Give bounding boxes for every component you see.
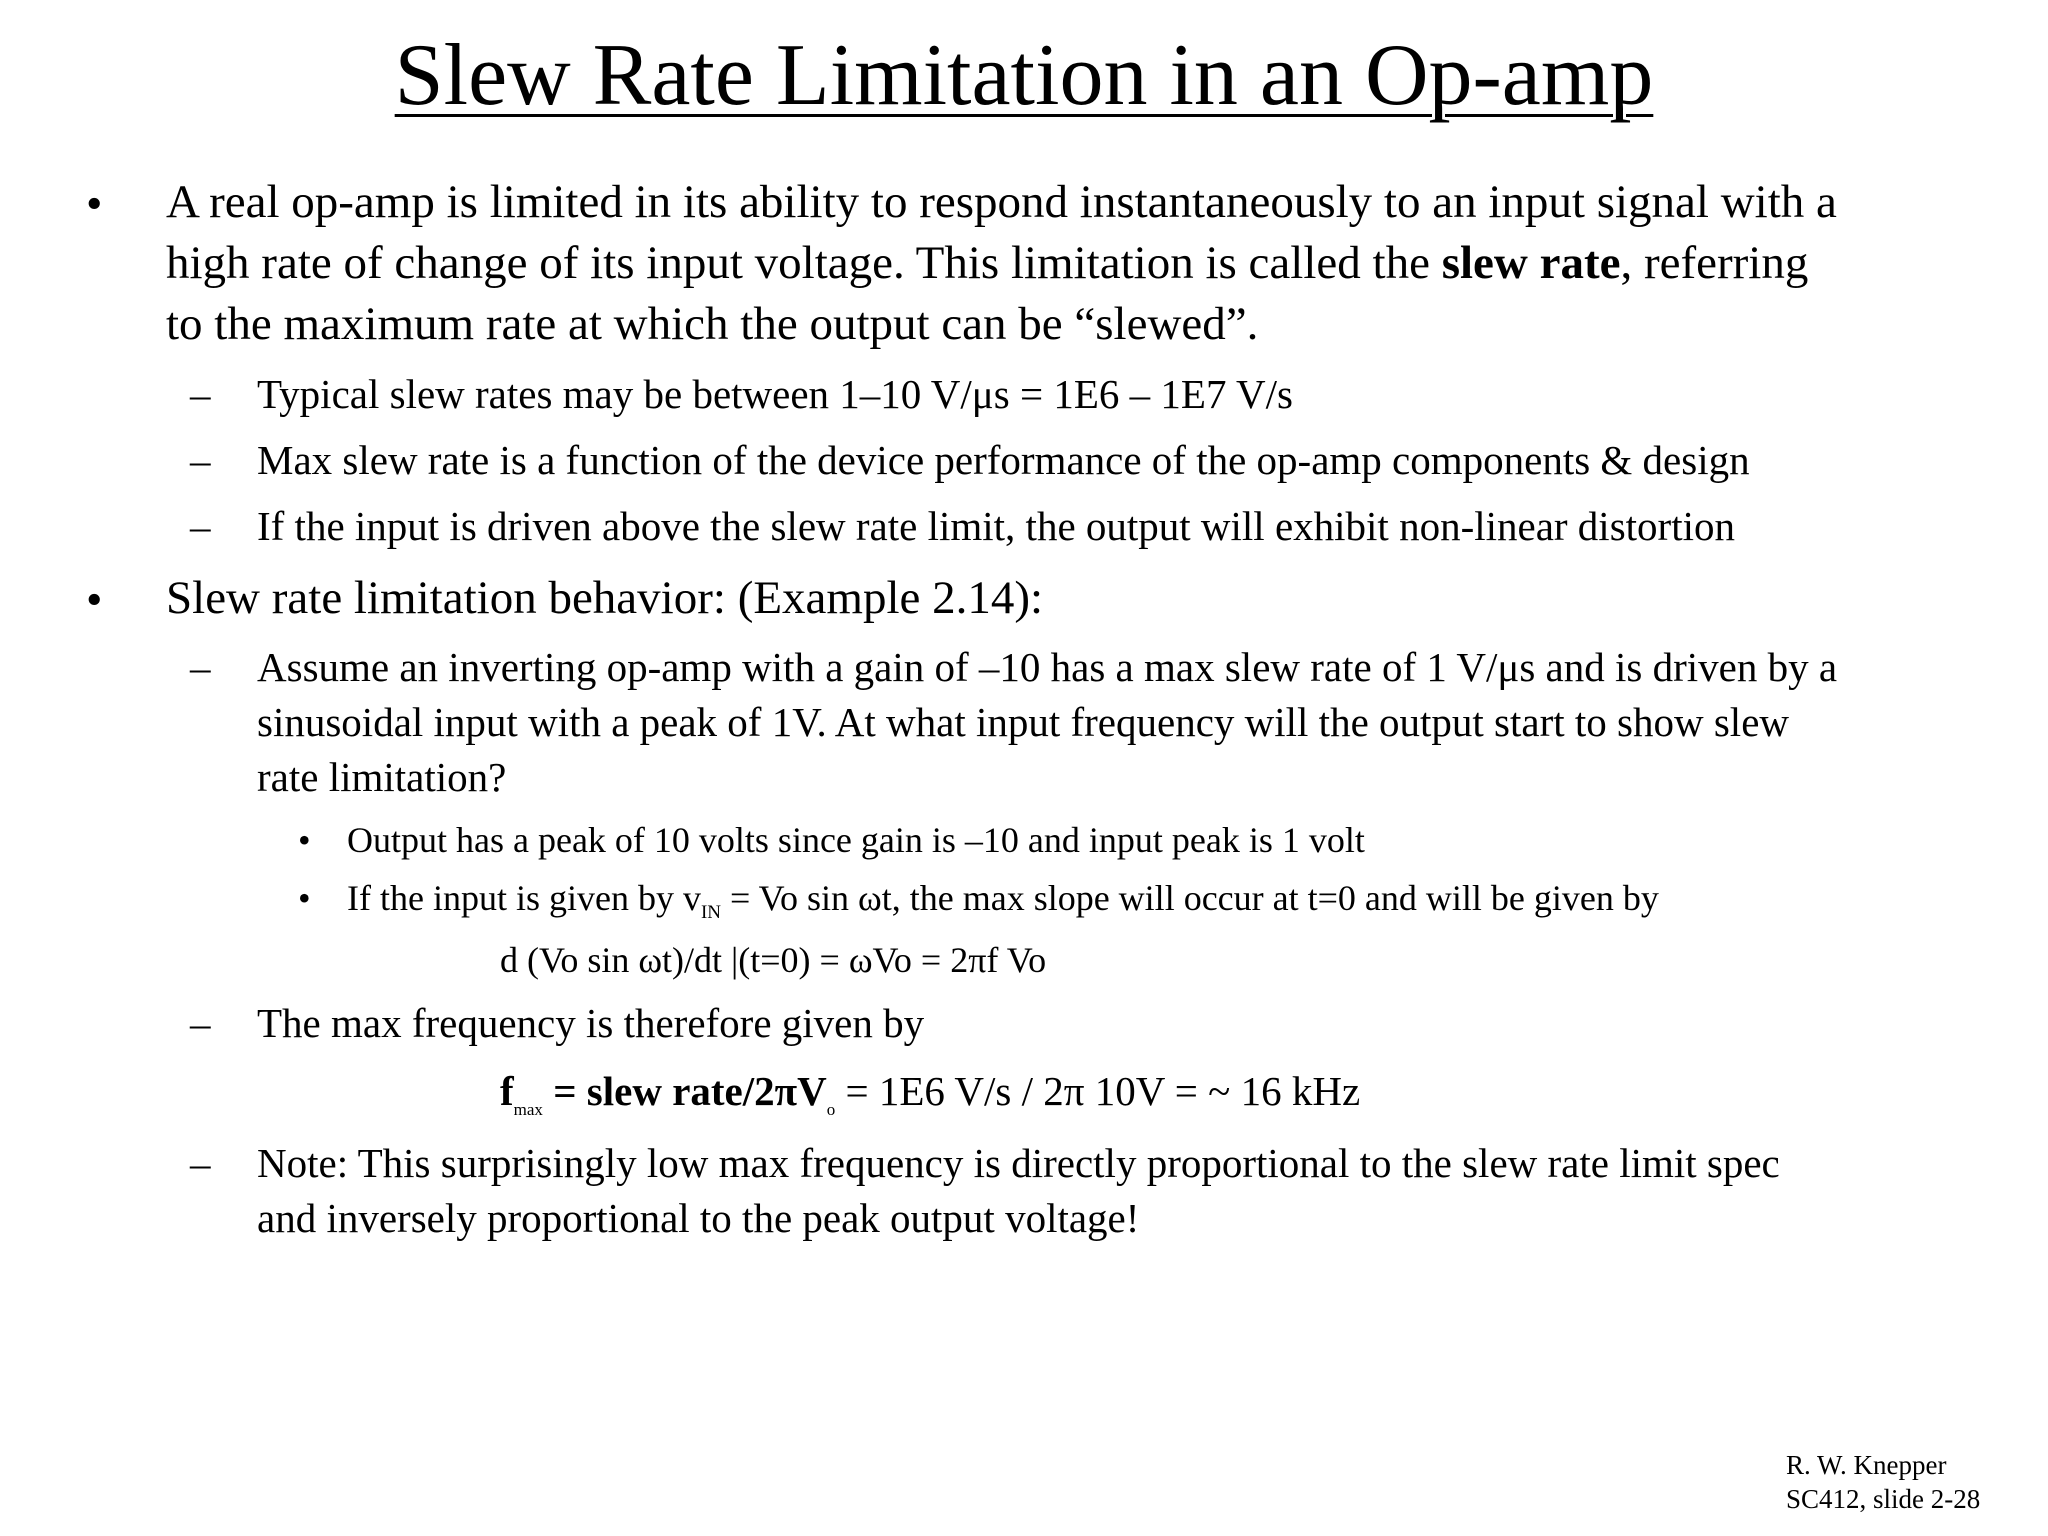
sub-item-max-slew: Max slew rate is a function of the device performance of the op-amp components & design: [257, 437, 1750, 483]
fmax-bold-expression: = slew rate/2πV: [542, 1068, 827, 1114]
bullet-icon: •: [86, 178, 103, 230]
bullet1-line2-pre: high rate of change of its input voltage. This limitation is called the: [166, 237, 1442, 289]
dash-icon: –: [190, 1000, 211, 1046]
bullet2-text: Slew rate limitation behavior: (Example 2.14):: [166, 572, 1044, 624]
derivative-equation: d (Vo sin ωt)/dt |(t=0) = ωVo = 2πf Vo: [500, 940, 1047, 980]
slew-rate-term: slew rate: [1441, 237, 1621, 289]
input-formula-post: = Vo sin ωt, the max slope will occur at t=0 and will be given by: [721, 878, 1659, 918]
input-subscript: IN: [700, 902, 722, 923]
bullet-icon: •: [86, 574, 103, 626]
note-line2: and inversely proportional to the peak output voltage!: [257, 1195, 1140, 1241]
sub-item-distortion: If the input is driven above the slew rate limit, the output will exhibit non-linear distortion: [257, 503, 1735, 549]
input-formula-pre: If the input is given by v: [347, 878, 701, 918]
note-line1: Note: This surprisingly low max frequency is directly proportional to the slew rate limit spec: [257, 1140, 1780, 1186]
footer-slide-number: SC412, slide 2-28: [1786, 1484, 1981, 1514]
fmax-subscript: max: [513, 1100, 543, 1119]
bullet1-line1: A real op-amp is limited in its ability to respond instantaneously to an input signal with a: [166, 176, 1837, 228]
dash-icon: –: [190, 437, 211, 483]
bullet-icon: •: [298, 878, 311, 918]
output-peak-item: Output has a peak of 10 volts since gain is –10 and input peak is 1 volt: [347, 820, 1365, 860]
example-line1: Assume an inverting op-amp with a gain of –10 has a max slew rate of 1 V/μs and is driven by a: [257, 644, 1838, 690]
input-formula-item: [347, 874, 1659, 922]
fmax-f: f: [500, 1068, 514, 1114]
footer-author: R. W. Knepper: [1786, 1450, 1947, 1480]
example-line3: rate limitation?: [257, 754, 507, 800]
bullet1-line2-post: , referring: [1620, 237, 1809, 289]
bullet1-line2: [166, 233, 1808, 294]
fmax-equation: [500, 1064, 1360, 1119]
dash-icon: –: [190, 644, 211, 690]
bullet1-line3: to the maximum rate at which the output can be “slewed”.: [166, 298, 1259, 350]
dash-icon: –: [190, 371, 211, 417]
slide-footer: [1786, 1448, 1980, 1516]
max-frequency-intro: The max frequency is therefore given by: [257, 1000, 925, 1046]
vo-subscript: o: [826, 1100, 836, 1119]
fmax-result: = 1E6 V/s / 2π 10V = ~ 16 kHz: [835, 1068, 1361, 1114]
slide-title: Slew Rate Limitation in an Op-amp: [394, 27, 1654, 124]
bullet-icon: •: [298, 820, 311, 860]
example-line2: sinusoidal input with a peak of 1V. At what input frequency will the output start to show slew: [257, 699, 1789, 745]
sub-item-typical-slew: Typical slew rates may be between 1–10 V/μs = 1E6 – 1E7 V/s: [257, 371, 1293, 417]
dash-icon: –: [190, 1140, 211, 1186]
dash-icon: –: [190, 503, 211, 549]
